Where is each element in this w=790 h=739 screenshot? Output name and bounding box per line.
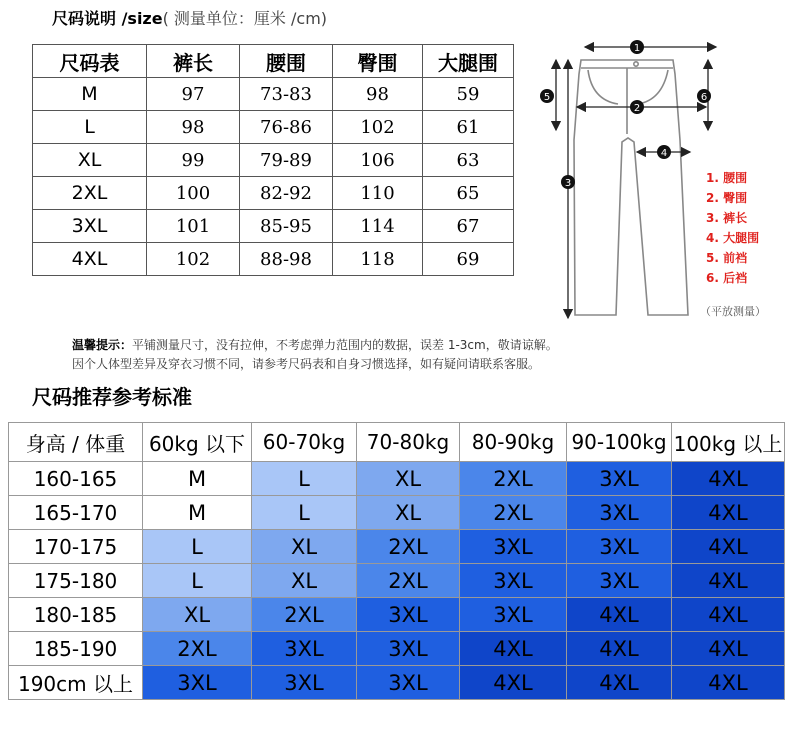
rec-header-cell: 60kg 以下	[143, 423, 252, 462]
recommended-size-cell: XL	[252, 564, 357, 598]
header-cell: 尺码表	[33, 45, 147, 78]
size-value-cell: 106	[333, 144, 423, 177]
height-cell: 180-185	[9, 598, 143, 632]
size-label-cell: 3XL	[33, 210, 147, 243]
pants-outline	[574, 60, 688, 315]
recommended-size-cell: 4XL	[672, 496, 785, 530]
tips-block	[72, 336, 558, 374]
header-cell: 臀围	[333, 45, 423, 78]
size-value-cell: 65	[423, 177, 514, 210]
marker-2: 2	[633, 103, 641, 114]
marker-3: 3	[564, 178, 572, 189]
size-value-cell: 88-98	[240, 243, 333, 276]
measure-arrows	[556, 47, 716, 318]
legend-item: 6. 后裆	[706, 271, 748, 285]
flat-measure-note: （平放测量）	[700, 305, 766, 318]
measurement-legend	[706, 168, 759, 288]
recommended-size-cell: 3XL	[567, 530, 672, 564]
recommended-size-cell: 3XL	[460, 564, 567, 598]
recommended-size-cell: L	[252, 496, 357, 530]
height-cell: 160-165	[9, 462, 143, 496]
recommended-size-cell: 2XL	[460, 462, 567, 496]
size-value-cell: 100	[147, 177, 240, 210]
size-value-cell: 114	[333, 210, 423, 243]
recommended-size-cell: 4XL	[567, 598, 672, 632]
recommend-row	[9, 564, 785, 598]
size-value-cell: 97	[147, 78, 240, 111]
tips-line2: 因个人体型差异及穿衣习惯不同，请参考尺码表和自身习惯选择，如有疑问请联系客服。	[72, 357, 541, 371]
size-value-cell: 67	[423, 210, 514, 243]
recommended-size-cell: 4XL	[460, 666, 567, 700]
recommended-size-cell: 3XL	[460, 598, 567, 632]
recommended-size-cell: 4XL	[672, 666, 785, 700]
height-cell: 165-170	[9, 496, 143, 530]
recommended-size-cell: 3XL	[567, 564, 672, 598]
rec-header-cell: 100kg 以上	[672, 423, 785, 462]
recommended-size-cell: 4XL	[672, 598, 785, 632]
size-label-cell: 4XL	[33, 243, 147, 276]
size-row	[33, 144, 514, 177]
size-row	[33, 78, 514, 111]
size-value-cell: 69	[423, 243, 514, 276]
recommended-size-cell: L	[143, 530, 252, 564]
recommended-size-cell: 3XL	[252, 666, 357, 700]
size-table	[32, 44, 514, 276]
size-value-cell: 76-86	[240, 111, 333, 144]
recommended-size-cell: 3XL	[357, 666, 460, 700]
tips-label: 温馨提示：	[72, 338, 133, 352]
size-row	[33, 111, 514, 144]
recommended-size-cell: 4XL	[460, 632, 567, 666]
marker-4: 4	[660, 148, 668, 159]
recommended-size-cell: XL	[357, 462, 460, 496]
recommended-size-cell: L	[252, 462, 357, 496]
size-row	[33, 210, 514, 243]
height-cell: 170-175	[9, 530, 143, 564]
size-label-cell: XL	[33, 144, 147, 177]
recommended-size-cell: M	[143, 496, 252, 530]
size-value-cell: 61	[423, 111, 514, 144]
size-value-cell: 79-89	[240, 144, 333, 177]
recommended-size-cell: XL	[252, 530, 357, 564]
tips-line1: 平铺测量尺寸，没有拉伸，不考虑弹力范围内的数据，误差 1-3cm，敬请谅解。	[132, 338, 558, 352]
size-value-cell: 102	[147, 243, 240, 276]
legend-item: 3. 裤长	[706, 211, 748, 225]
recommend-table	[8, 422, 785, 700]
size-label-cell: M	[33, 78, 147, 111]
rec-header-cell: 60-70kg	[252, 423, 357, 462]
recommend-row	[9, 462, 785, 496]
size-label-cell: 2XL	[33, 177, 147, 210]
recommend-row	[9, 530, 785, 564]
recommend-row	[9, 666, 785, 700]
size-value-cell: 102	[333, 111, 423, 144]
rec-header-cell: 身高 / 体重	[9, 423, 143, 462]
size-row	[33, 177, 514, 210]
recommended-size-cell: 2XL	[357, 530, 460, 564]
legend-item: 4. 大腿围	[706, 231, 760, 245]
rec-header-cell: 90-100kg	[567, 423, 672, 462]
size-row	[33, 243, 514, 276]
recommended-size-cell: L	[143, 564, 252, 598]
legend-item: 1. 腰围	[706, 171, 748, 185]
height-cell: 175-180	[9, 564, 143, 598]
size-section-title	[52, 6, 327, 29]
recommended-size-cell: 3XL	[357, 598, 460, 632]
recommended-size-cell: 3XL	[252, 632, 357, 666]
size-title: 尺码说明 /size	[52, 9, 163, 28]
size-value-cell: 98	[333, 78, 423, 111]
recommended-size-cell: M	[143, 462, 252, 496]
recommend-row	[9, 598, 785, 632]
size-table-header	[33, 45, 514, 78]
recommended-size-cell: 3XL	[567, 462, 672, 496]
recommended-size-cell: 4XL	[567, 632, 672, 666]
recommend-row	[9, 632, 785, 666]
size-label-cell: L	[33, 111, 147, 144]
rec-header-cell: 80-90kg	[460, 423, 567, 462]
header-cell: 大腿围	[423, 45, 514, 78]
recommended-size-cell: 2XL	[460, 496, 567, 530]
recommended-size-cell: XL	[357, 496, 460, 530]
size-value-cell: 82-92	[240, 177, 333, 210]
recommended-size-cell: 3XL	[460, 530, 567, 564]
recommend-header	[9, 423, 785, 462]
size-value-cell: 101	[147, 210, 240, 243]
size-value-cell: 99	[147, 144, 240, 177]
marker-6: 6	[700, 92, 708, 103]
size-value-cell: 85-95	[240, 210, 333, 243]
recommended-size-cell: 4XL	[672, 530, 785, 564]
recommended-size-cell: 2XL	[357, 564, 460, 598]
size-value-cell: 73-83	[240, 78, 333, 111]
recommended-size-cell: 2XL	[143, 632, 252, 666]
recommended-size-cell: 4XL	[672, 632, 785, 666]
recommended-size-cell: 4XL	[672, 462, 785, 496]
recommended-size-cell: 2XL	[252, 598, 357, 632]
size-value-cell: 110	[333, 177, 423, 210]
recommended-size-cell: 3XL	[143, 666, 252, 700]
size-value-cell: 59	[423, 78, 514, 111]
recommended-size-cell: 3XL	[357, 632, 460, 666]
recommended-size-cell: 4XL	[567, 666, 672, 700]
recommended-size-cell: XL	[143, 598, 252, 632]
size-value-cell: 63	[423, 144, 514, 177]
size-value-cell: 118	[333, 243, 423, 276]
header-cell: 腰围	[240, 45, 333, 78]
size-unit: ( 测量单位：厘米 /cm)	[162, 9, 328, 28]
recommend-row	[9, 496, 785, 530]
legend-item: 2. 臀围	[706, 191, 748, 205]
height-cell: 190cm 以上	[9, 666, 143, 700]
recommend-title: 尺码推荐参考标准	[32, 385, 192, 409]
height-cell: 185-190	[9, 632, 143, 666]
legend-item: 5. 前裆	[706, 251, 748, 265]
recommended-size-cell: 4XL	[672, 564, 785, 598]
size-value-cell: 98	[147, 111, 240, 144]
header-cell: 裤长	[147, 45, 240, 78]
marker-5: 5	[543, 92, 551, 103]
rec-header-cell: 70-80kg	[357, 423, 460, 462]
marker-1: 1	[633, 43, 641, 54]
recommended-size-cell: 3XL	[567, 496, 672, 530]
measure-markers	[540, 40, 711, 189]
